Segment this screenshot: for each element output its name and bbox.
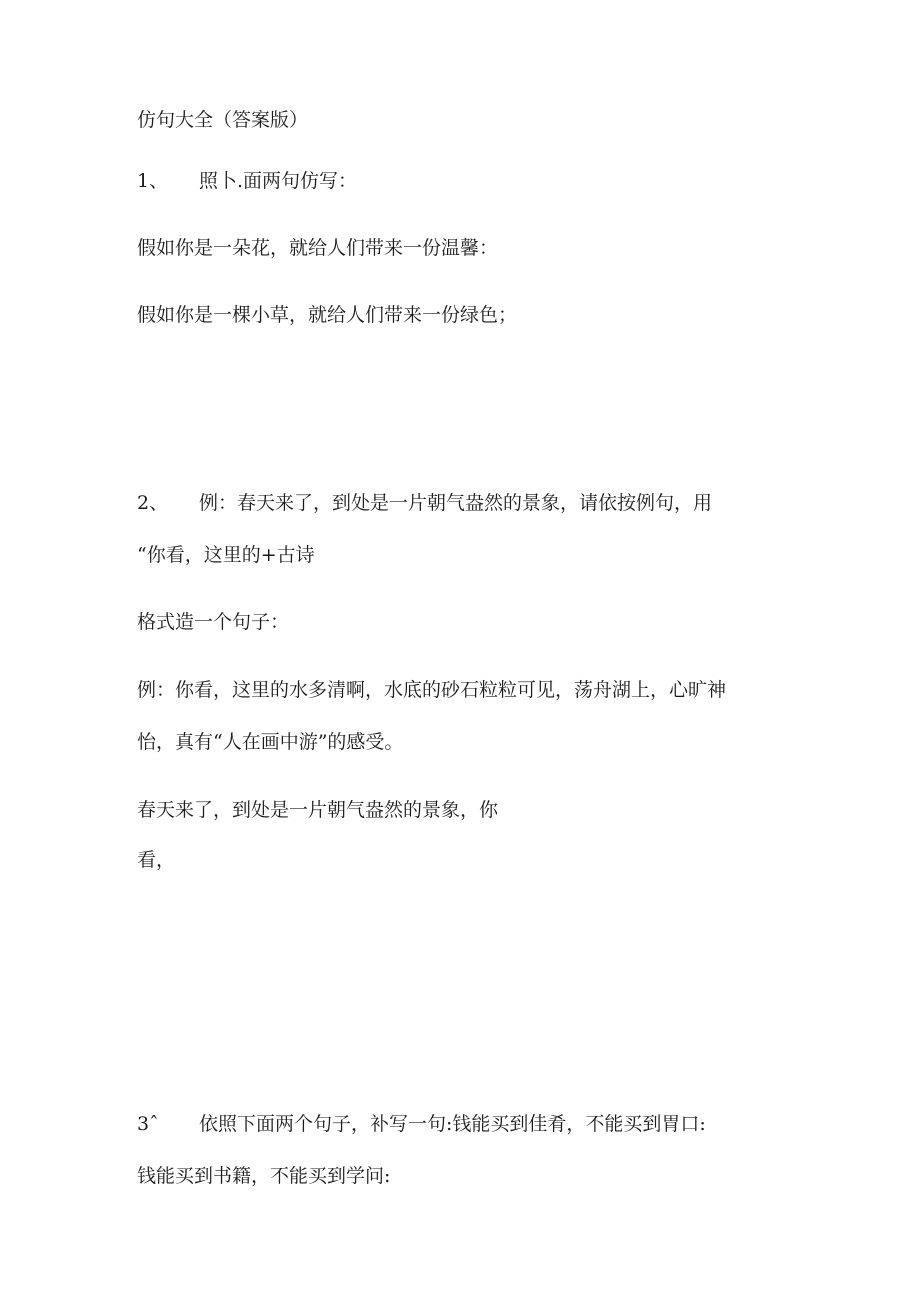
document-title: 仿句大全（答案版） (137, 109, 309, 131)
question-3-number: 3ˆ (137, 1113, 159, 1135)
question-2-line-5: 春天来了，到处是一片朝气盎然的景象，你 (137, 799, 499, 821)
question-1-line-2: 假如你是一棵小草，就给人们带来一份绿色； (137, 304, 518, 326)
question-2-line-2: 格式造一个句子： (137, 611, 290, 633)
question-2-number: 2、 (137, 492, 169, 514)
question-1-header (137, 169, 357, 193)
question-2-line-6: 看， (137, 849, 176, 871)
question-2-line-4: 怡，真有“人在画中游”的感受。 (137, 731, 404, 753)
question-2-line-3: 例：你看，这里的水多清啊，水底的砂石粒粒可见，荡舟湖上，心旷神 (137, 679, 727, 701)
question-3-header (137, 1112, 706, 1136)
question-2-prompt: 例：春天来了，到处是一片朝气盎然的景象，请依按例句，用 (199, 492, 713, 514)
question-1-number: 1、 (137, 170, 169, 192)
question-2-header (137, 491, 712, 515)
question-3-line-1: 钱能买到书籍，不能买到学问: (137, 1165, 391, 1187)
question-1-line-1: 假如你是一朵花，就给人们带来一份温馨： (137, 237, 499, 259)
question-1-prompt: 照卜.面两句仿写： (199, 170, 358, 192)
question-2-line-1: “你看，这里的+古诗 (137, 544, 315, 566)
question-3-prompt: 依照下面两个句子，补写一句:钱能买到佳肴，不能买到胃口: (199, 1113, 706, 1135)
